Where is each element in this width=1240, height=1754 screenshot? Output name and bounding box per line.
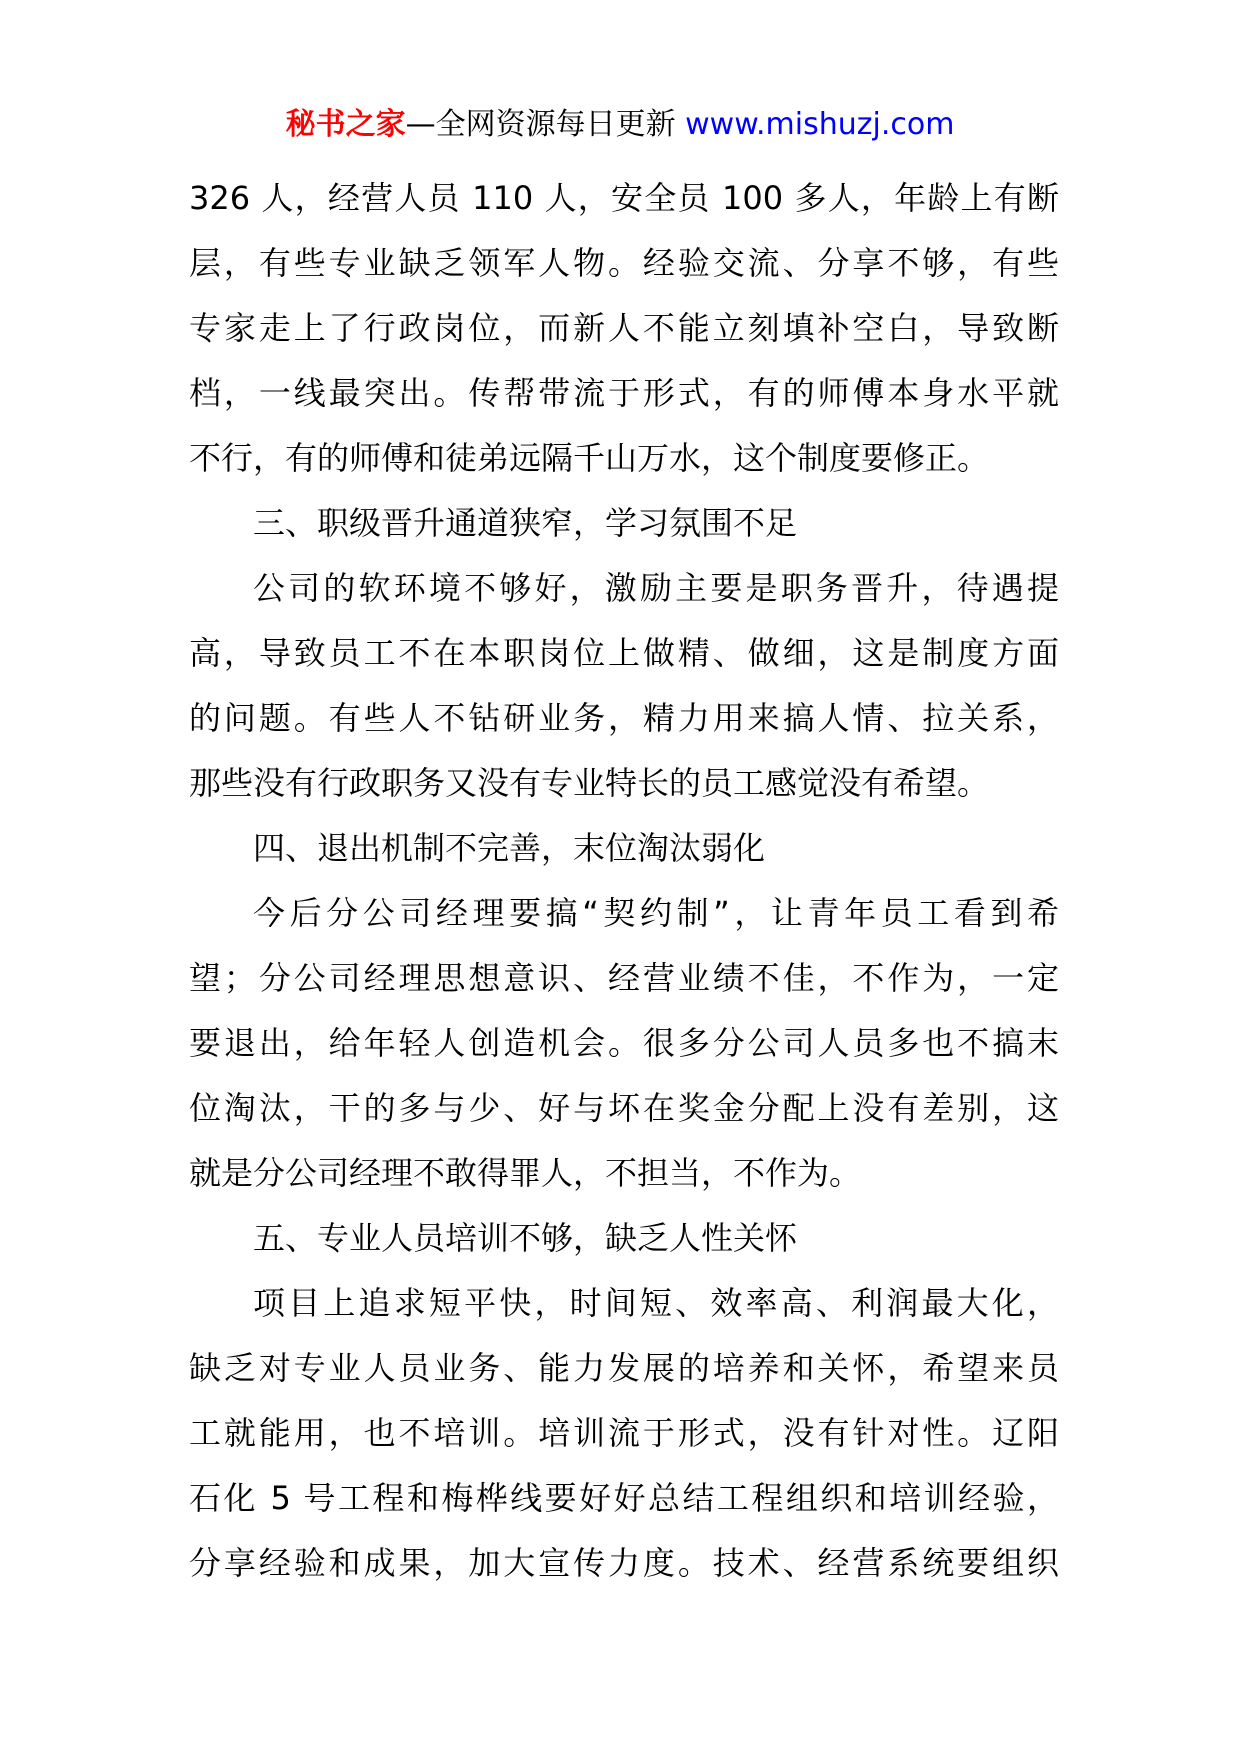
header-tagline: —全网资源每日更新 — [405, 107, 676, 142]
text-line: 那些没有行政职务又没有专业特长的员工感觉没有希望。 — [189, 764, 990, 802]
text-line: 就是分公司经理不敢得罪人，不担当，不作为。 — [189, 1154, 862, 1192]
text-line: 档，一线最突出。传帮带流于形式，有的师傅本身水平就 — [189, 374, 1059, 412]
header-url-link[interactable]: www.mishuzj.com — [685, 107, 955, 142]
text-line: 工就能用，也不培训。培训流于形式，没有针对性。辽阳 — [189, 1414, 1059, 1452]
header-brand: 秘书之家 — [285, 107, 406, 142]
text-line: 分享经验和成果，加大宣传力度。技术、经营系统要组织 — [189, 1544, 1059, 1582]
text-line: 高，导致员工不在本职岗位上做精、做细，这是制度方面 — [189, 634, 1059, 672]
text-line: 项目上追求短平快，时间短、效率高、利润最大化， — [253, 1284, 1059, 1322]
text-line: 缺乏对专业人员业务、能力发展的培养和关怀，希望来员 — [189, 1349, 1059, 1387]
text-line: 326 人，经营人员 110 人，安全员 100 多人，年龄上有断 — [189, 179, 1059, 217]
document-body — [189, 166, 1059, 1596]
text-line: 望；分公司经理思想意识、经营业绩不佳，不作为，一定 — [189, 959, 1059, 997]
section-heading-5: 五、专业人员培训不够，缺乏人性关怀 — [253, 1219, 798, 1257]
section-heading-4: 四、退出机制不完善，末位淘汰弱化 — [253, 829, 766, 867]
text-line: 石化 5 号工程和梅桦线要好好总结工程组织和培训经验， — [189, 1479, 1059, 1517]
text-line: 不行，有的师傅和徒弟远隔千山万水，这个制度要修正。 — [189, 439, 990, 477]
text-line: 今后分公司经理要搞“契约制”，让青年员工看到希 — [253, 894, 1059, 932]
text-line: 层，有些专业缺乏领军人物。经验交流、分享不够，有些 — [189, 244, 1059, 282]
text-line: 要退出，给年轻人创造机会。很多分公司人员多也不搞末 — [189, 1024, 1059, 1062]
text-line: 位淘汰，干的多与少、好与坏在奖金分配上没有差别，这 — [189, 1089, 1059, 1127]
text-line: 的问题。有些人不钻研业务，精力用来搞人情、拉关系， — [189, 699, 1059, 737]
page-header — [0, 103, 1240, 147]
text-line: 专家走上了行政岗位，而新人不能立刻填补空白，导致断 — [189, 309, 1059, 347]
section-heading-3: 三、职级晋升通道狭窄，学习氛围不足 — [253, 504, 798, 542]
text-line: 公司的软环境不够好，激励主要是职务晋升，待遇提 — [253, 569, 1059, 607]
